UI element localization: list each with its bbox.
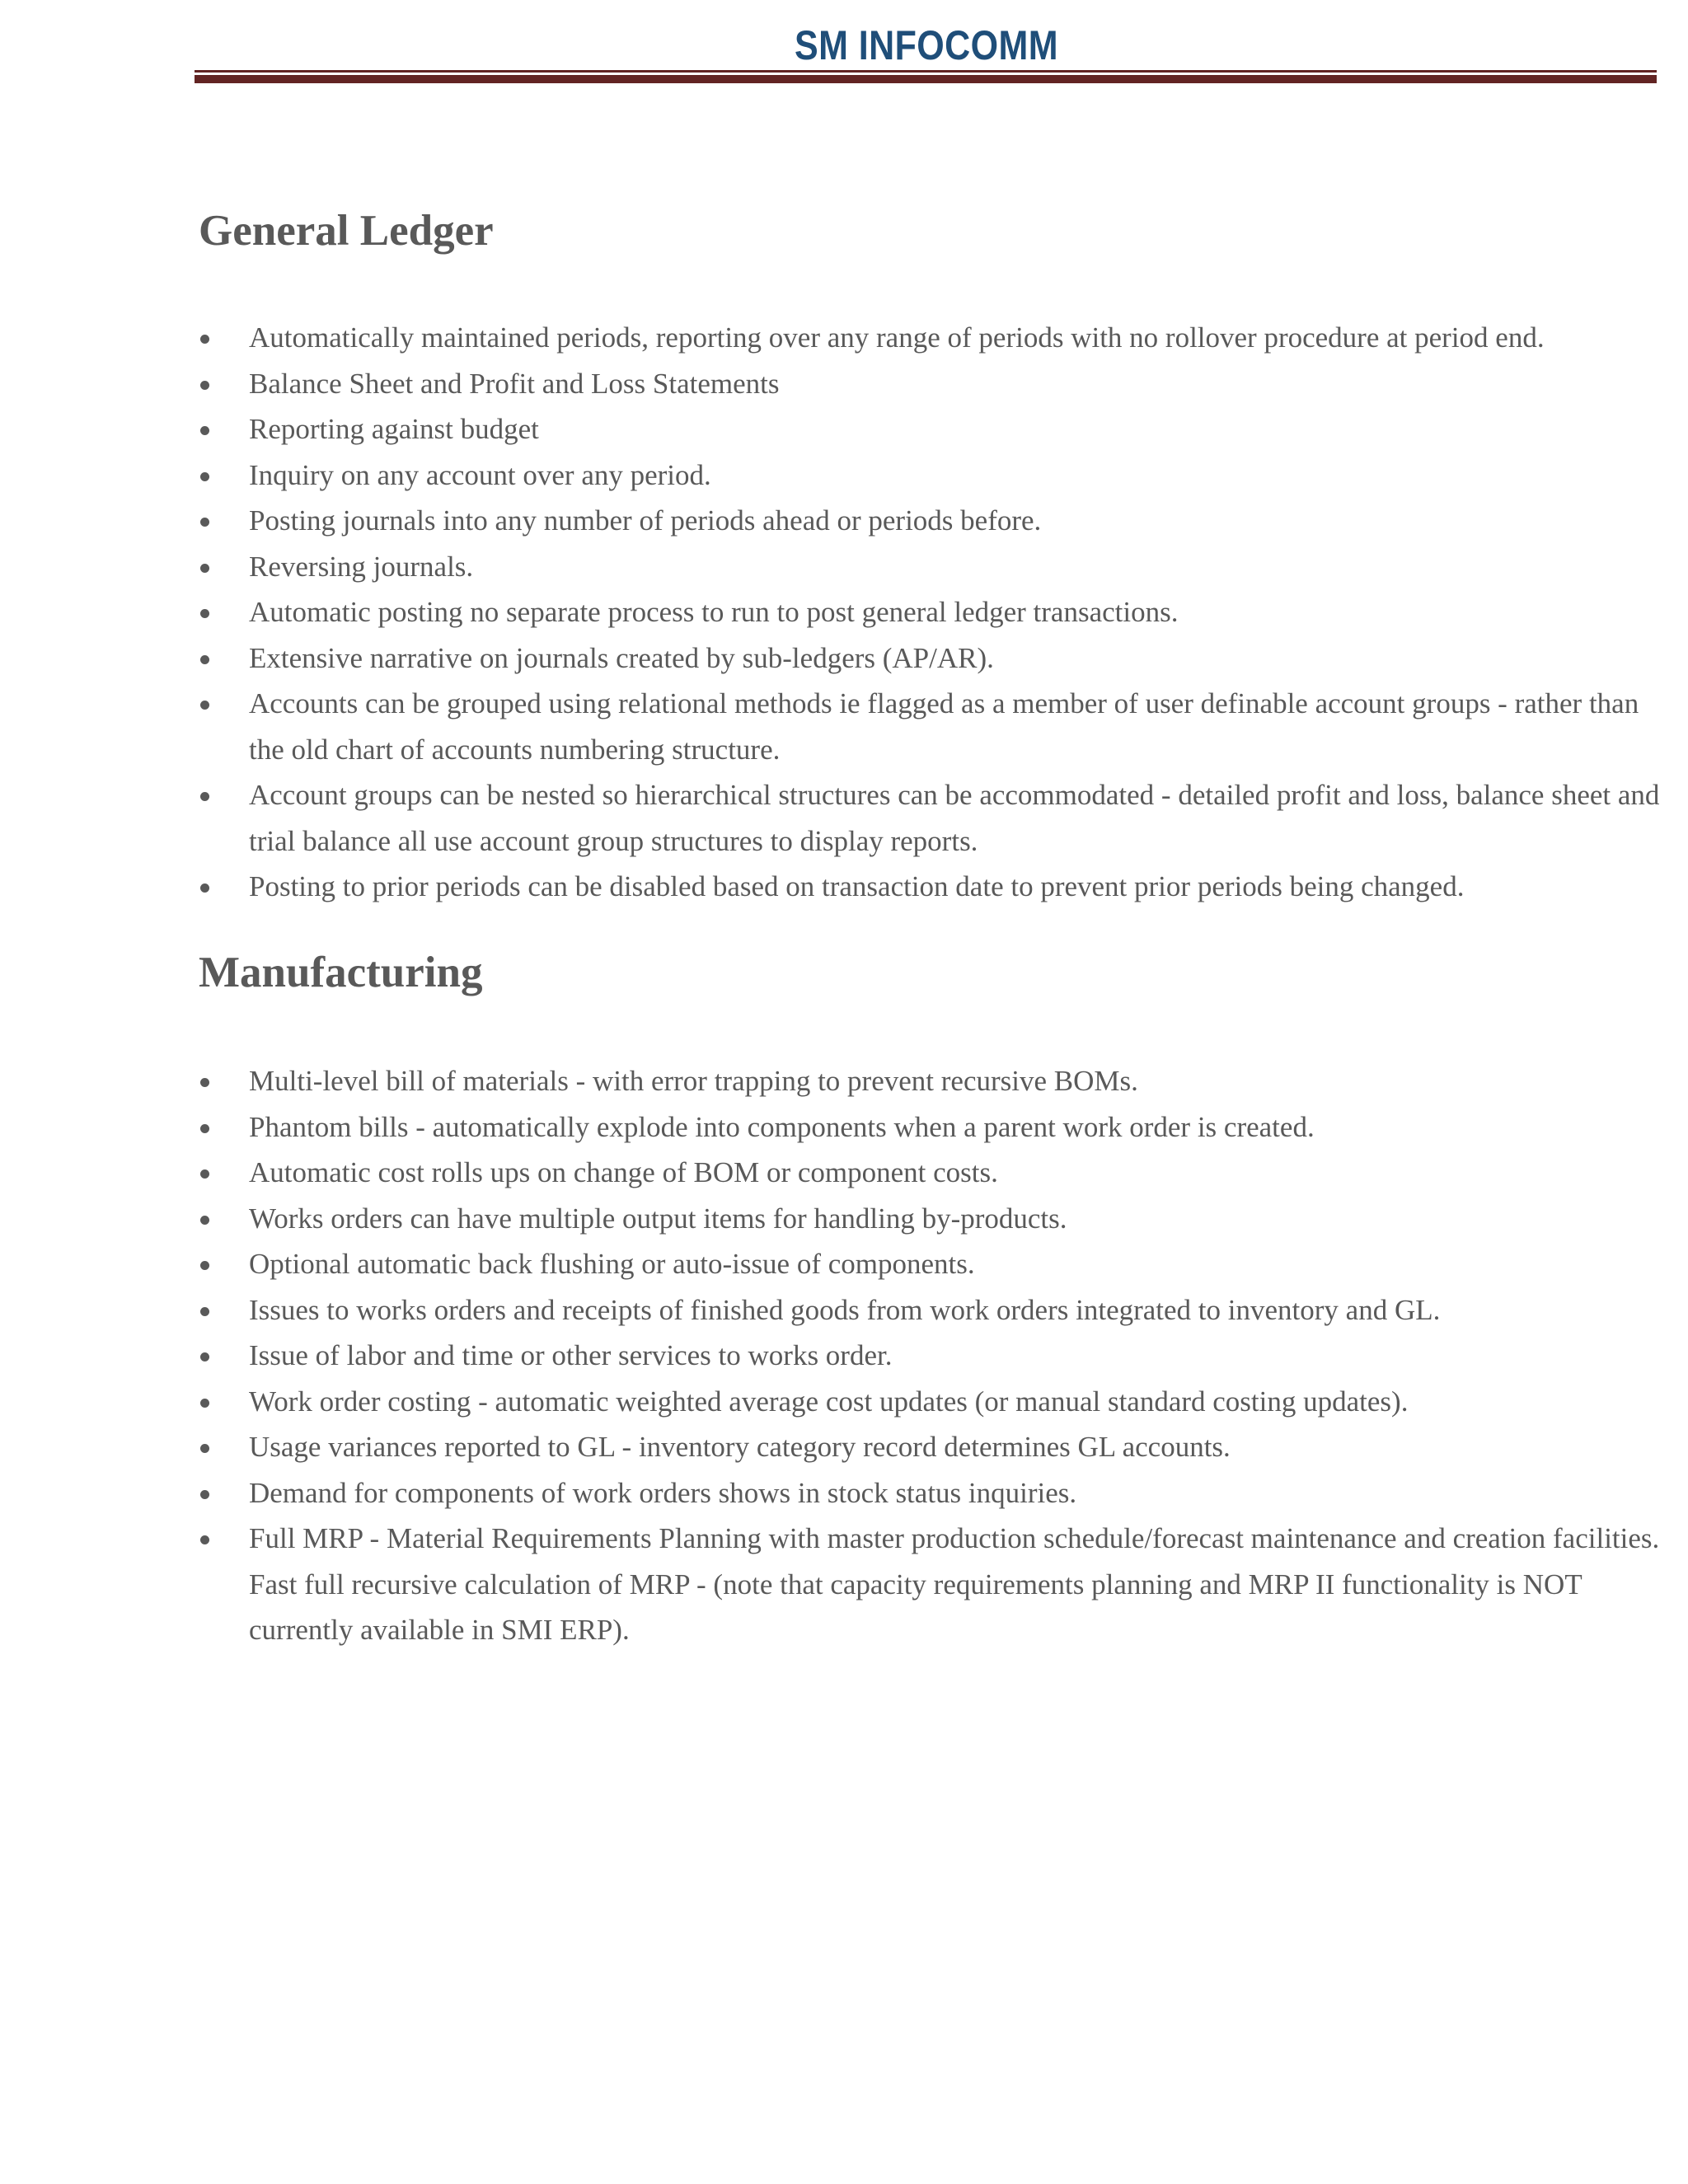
list-item xyxy=(199,1241,1666,1287)
list-item-text: Optional automatic back flushing or auto-issue of components. xyxy=(249,1248,975,1280)
list-item-text: Multi-level bill of materials - with error trapping to prevent recursive BOMs. xyxy=(249,1065,1138,1097)
company-title: SM INFOCOMM xyxy=(794,22,1059,68)
list-item-text: Balance Sheet and Profit and Loss Statements xyxy=(249,367,780,400)
list-item xyxy=(199,1150,1666,1196)
bullet-icon xyxy=(200,426,209,435)
list-item xyxy=(199,681,1666,772)
bullet-icon xyxy=(200,518,209,527)
bullet-icon xyxy=(200,1444,209,1453)
bullet-icon xyxy=(200,1399,209,1408)
section-heading-general-ledger: General Ledger xyxy=(199,207,494,255)
bullet-icon xyxy=(200,1535,209,1544)
list-item xyxy=(199,315,1666,361)
bullet-icon xyxy=(200,1352,209,1361)
list-item-text: Issue of labor and time or other services to works order. xyxy=(249,1339,893,1371)
section-heading-manufacturing: Manufacturing xyxy=(199,949,483,996)
list-item-text: Posting journals into any number of periods ahead or periods before. xyxy=(249,504,1042,537)
bullet-icon xyxy=(200,609,209,618)
list-item-text: Extensive narrative on journals created by sub-ledgers (AP/AR). xyxy=(249,641,994,674)
bullet-icon xyxy=(200,883,209,893)
list-item xyxy=(199,772,1666,864)
list-item-text: Works orders can have multiple output items for handling by-products. xyxy=(249,1202,1067,1235)
list-item xyxy=(199,1196,1666,1242)
header-rule-thin xyxy=(195,70,1657,73)
bullet-icon xyxy=(200,1216,209,1225)
list-item-text: Reporting against budget xyxy=(249,413,539,445)
bullet-icon xyxy=(200,1490,209,1499)
list-item xyxy=(199,406,1666,452)
list-item-text: Automatic cost rolls ups on change of BOM or component costs. xyxy=(249,1156,998,1188)
list-item xyxy=(199,1424,1666,1470)
list-item-text: Usage variances reported to GL - inventory category record determines GL accounts. xyxy=(249,1431,1231,1463)
bullet-icon xyxy=(200,655,209,664)
bullet-icon xyxy=(200,1124,209,1133)
header-rule-thick xyxy=(195,75,1657,83)
general-ledger-list xyxy=(199,315,1666,910)
list-item-text: Issues to works orders and receipts of finished goods from work orders integrated to inventory and GL. xyxy=(249,1293,1441,1326)
bullet-icon xyxy=(200,1261,209,1270)
list-item xyxy=(199,1104,1666,1151)
list-item xyxy=(199,452,1666,499)
list-item-text: Full MRP - Material Requirements Planning with master production schedule/forecast maintenance and creation facilities. Fast full recursive calculation of MRP - (note that capacity requirements planning and MRP II functionality is NOT currently available in SMI ERP). xyxy=(249,1522,1660,1646)
list-item xyxy=(199,544,1666,590)
list-item-text: Demand for components of work orders shows in stock status inquiries. xyxy=(249,1476,1077,1509)
list-item xyxy=(199,1470,1666,1516)
bullet-icon xyxy=(200,381,209,390)
list-item xyxy=(199,498,1666,544)
manufacturing-list xyxy=(199,1058,1666,1653)
list-item-text: Automatic posting no separate process to run to post general ledger transactions. xyxy=(249,596,1179,628)
bullet-icon xyxy=(200,564,209,573)
bullet-icon xyxy=(200,701,209,710)
list-item-text: Reversing journals. xyxy=(249,550,474,583)
list-item xyxy=(199,635,1666,682)
bullet-icon xyxy=(200,1078,209,1087)
bullet-icon xyxy=(200,792,209,801)
list-item-text: Inquiry on any account over any period. xyxy=(249,458,711,491)
bullet-icon xyxy=(200,1169,209,1179)
list-item xyxy=(199,1058,1666,1104)
bullet-icon xyxy=(200,335,209,344)
list-item-text: Phantom bills - automatically explode into components when a parent work order is created. xyxy=(249,1110,1315,1143)
list-item xyxy=(199,864,1666,910)
bullet-icon xyxy=(200,472,209,481)
list-item xyxy=(199,361,1666,407)
list-item xyxy=(199,1516,1666,1653)
list-item-text: Work order costing - automatic weighted average cost updates (or manual standard costing updates). xyxy=(249,1385,1409,1418)
list-item-text: Account groups can be nested so hierarchical structures can be accommodated - detailed profit and loss, balance sheet and trial balance all use account group structures to display reports. xyxy=(249,779,1660,857)
list-item-text: Automatically maintained periods, reporting over any range of periods with no rollover procedure at period end. xyxy=(249,321,1545,354)
list-item xyxy=(199,589,1666,635)
bullet-icon xyxy=(200,1307,209,1316)
list-item xyxy=(199,1333,1666,1379)
list-item-text: Accounts can be grouped using relational methods ie flagged as a member of user definable account groups - rather than the old chart of accounts numbering structure. xyxy=(249,687,1639,766)
list-item xyxy=(199,1287,1666,1333)
list-item xyxy=(199,1379,1666,1425)
list-item-text: Posting to prior periods can be disabled based on transaction date to prevent prior periods being changed. xyxy=(249,870,1465,902)
